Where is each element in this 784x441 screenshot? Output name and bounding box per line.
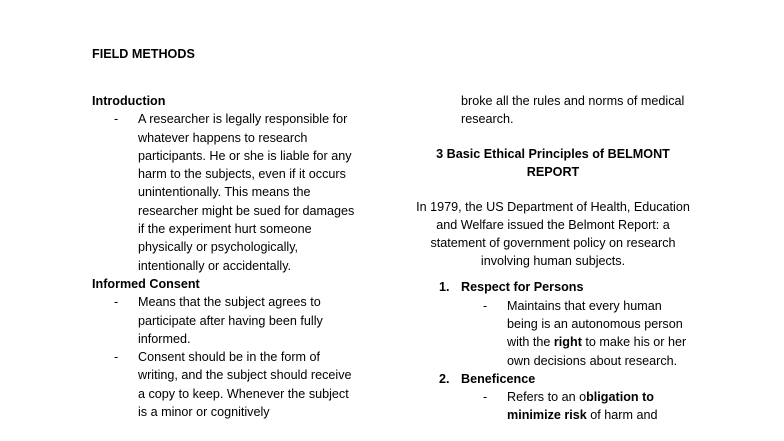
list-item-text: Means that the subject agrees to participate after having been fully informed. <box>138 295 323 346</box>
document-title: FIELD METHODS <box>92 47 195 61</box>
list-item-text: A researcher is legally responsible for whatever happens to research participants. He or she is liable for any harm to the subjects, even if it occurs unintentionally. This means the researcher might be sued for damages if the experiment hurt someone physically or psychologically, intentionally or accidentally. <box>138 112 355 273</box>
informed-consent-heading: Informed Consent <box>92 276 200 291</box>
section-title: 3 Basic Ethical Principles of BELMONT REPORT <box>436 146 670 179</box>
principle-name: Beneficence <box>461 371 536 386</box>
point-text-bold: right <box>553 335 582 350</box>
principle-number: 1. <box>439 280 450 295</box>
point-text-after: of harm and <box>586 408 658 423</box>
principle-points <box>412 388 702 425</box>
principle-item <box>412 370 702 425</box>
principles-list <box>412 278 702 424</box>
point-text-bold: bligation to minimize risk <box>507 390 654 423</box>
principle-points <box>412 297 702 370</box>
list-item <box>92 110 356 275</box>
informed-consent-list <box>92 293 392 421</box>
principle-heading <box>412 278 702 296</box>
point-text-before: Maintains that every human being is an autonomous person with the <box>507 298 683 350</box>
right-column <box>412 92 702 425</box>
point-text-before: Refers to an o <box>507 390 587 405</box>
principle-name: Respect for Persons <box>461 280 584 295</box>
principle-heading <box>412 370 702 388</box>
dash-bullet: - <box>114 112 119 127</box>
list-item <box>412 297 689 370</box>
continued-text: broke all the rules and norms of medical research. <box>461 94 685 127</box>
list-item <box>412 388 689 425</box>
principle-number: 2. <box>439 371 450 386</box>
list-item-text: Consent should be in the form of writing, and the subject should receive a copy to keep. Whenever the subject is a minor or cognitively <box>138 350 352 420</box>
dash-bullet: - <box>114 350 119 365</box>
introduction-list <box>92 110 392 275</box>
list-item <box>92 348 356 421</box>
introduction-heading: Introduction <box>92 94 166 108</box>
point-text-after: to make his or her own decisions about research. <box>507 335 687 368</box>
dash-bullet: - <box>483 298 488 313</box>
left-column <box>92 92 392 421</box>
dash-bullet: - <box>483 390 488 405</box>
dash-bullet: - <box>114 295 119 310</box>
principle-item <box>412 278 702 369</box>
list-item <box>92 293 356 348</box>
section-intro-paragraph: In 1979, the US Department of Health, Education and Welfare issued the Belmont Report: a statement of government policy on research involving human subjects. <box>416 199 690 269</box>
